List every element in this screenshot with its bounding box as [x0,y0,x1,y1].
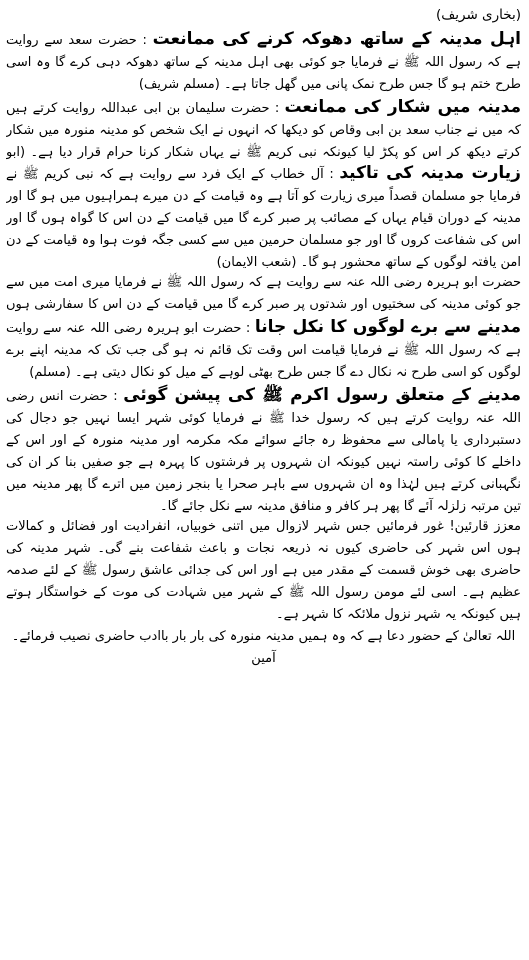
section-heading: مدینے سے برے لوگوں کا نکل جانا [254,317,521,337]
section-body: حضرت سلیمان بن ابی عبداللہ روایت کرتے ہیں کہ میں نے جناب سعد بن ابی وقاص کو دیکھا کہ انہوں نے ایک شخص کو مدینہ منورہ میں شکار کرتے دیکھ کر اس کو پکڑ لیا کیونکہ نبی کریم ﷺ نے یہاں شکار کرنا حرام قرار دیا ہے۔ (ابو [6,101,521,160]
paragraph-body: اللہ تعالیٰ کے حضور دعا ہے کہ وہ ہمیں مدینہ منورہ کی بار بار باادب حاضری نصیب فرمائے۔ آمین [11,629,516,666]
paragraph-body: معزز قارئین! غور فرمائیں جس شہر لازوال میں اتنی خوبیاں، انفرادیت اور فضائل و کمالات ہوں اس شہر کی حاضری کیوں نہ ذریعہ نجات و باعث شفاعت بنے گی۔ شہر مدینہ کی حاضری بھی خوش قسمت کے مقدر میں ہے اور اس کی جدائی عاشق رسول ﷺ کے لئے صدمہ عظیم ہے۔ اسی لئے مومن رسول اللہ ﷺ کے شہر میں شہادت کی موت کے خواستگار ہوتے ہیں کیونکہ یہ شہر نزول ملائکہ کا شہر ہے۔ [6,519,521,622]
section-colon: : [245,321,251,336]
top-reference: (بخاری شریف) [436,7,521,23]
section-prophecy [6,384,521,516]
paragraph-abu-hurairah-sabr [6,272,521,316]
section-colon: : [142,33,147,48]
section-body: آل خطاب کے ایک فرد سے روایت ہے کہ نبی کریم ﷺ نے فرمایا جو مسلمان قصداً میری زیارت کو آتا ہے وہ قیامت کے دن میرے ہمراہیوں میں ہو گا اور مدینہ کے دوران قیام یہاں کے مصائب پر صبر کرے گا میں قیامت کے دن اس کا گواہ ہوں گا اور اس کی شفاعت کروں گا اور جو مسلمان حرمین میں سے کسی جگہ فوت ہوا وہ قیامت کے دن امن یافتہ لوگوں کے ساتھ محشور ہو گا۔ (شعب الایمان) [6,167,521,270]
section-heading: زیارت مدینہ کی تاکید [339,163,521,183]
section-heading: مدینہ میں شکار کی ممانعت [284,97,521,117]
section-body: حضرت سعد سے روایت ہے کہ رسول اللہ ﷺ نے فرمایا جو کوئی بھی اہل مدینہ کے ساتھ دھوکہ دہی کرے گا وہ اسی طرح ختم ہو گا جس طرح نمک پانی میں گھل جاتا ہے۔ (مسلم شریف) [6,33,521,92]
section-visit-madina [6,162,521,272]
section-hunting-ban [6,96,521,162]
section-deceiving-madina [6,28,521,96]
paragraph-body: حضرت ابو ہریرہ رضی اللہ عنہ سے روایت ہے کہ رسول اللہ ﷺ نے فرمایا میری امت میں سے جو کوئی مدینہ کی سختیوں اور شدتوں پر صبر کرے گا میں قیامت کے دن اس کا سفارشی ہوں [6,275,521,312]
section-colon: : [329,167,334,182]
section-colon: : [113,389,118,404]
section-bad-people-expelled [6,316,521,384]
section-body: حضرت ابو ہریرہ رضی اللہ عنہ سے روایت ہے کہ رسول اللہ ﷺ نے فرمایا قیامت اس وقت تک قائم نہ ہو گی جب تک کہ مدینہ اپنے برے لوگوں کو اسی طرح نہ نکال دے گا جس طرح بھٹی لوہے کے میل کو نکال دیتی ہے۔ (مسلم) [6,321,521,380]
paragraph-readers-note [6,516,521,626]
paragraph-closing-dua [6,626,521,670]
section-body: حضرت انس رضی اللہ عنہ روایت کرتے ہیں کہ رسول خدا ﷺ نے فرمایا کوئی شہر ایسا نہیں جو دجال کی دستبرداری یا پامالی سے محفوظ رہ جائے سوائے مکہ مکرمہ اور مدینہ منورہ کے اور اس کے داخلے کا کوئی راستہ نہیں کیونکہ ان شہروں پر فرشتوں کا پہرہ ہے جو صفیں بنا کر ان کی نگہبانی کرتے ہیں لہٰذا وہ ان شہروں سے باہر صحرا یا بنجر زمین میں اترے گا پھر مدینہ میں تین مرتبہ زلزلہ آئے گا پھر ہر کافر و منافق مدینہ سے نکل جائے گا۔ [6,389,521,514]
section-heading: مدینے کے متعلق رسول اکرم ﷺ کی پیشن گوئی [123,385,521,405]
section-heading: اہل مدینہ کے ساتھ دھوکہ کرنے کی ممانعت [152,29,521,49]
section-colon: : [274,101,280,116]
